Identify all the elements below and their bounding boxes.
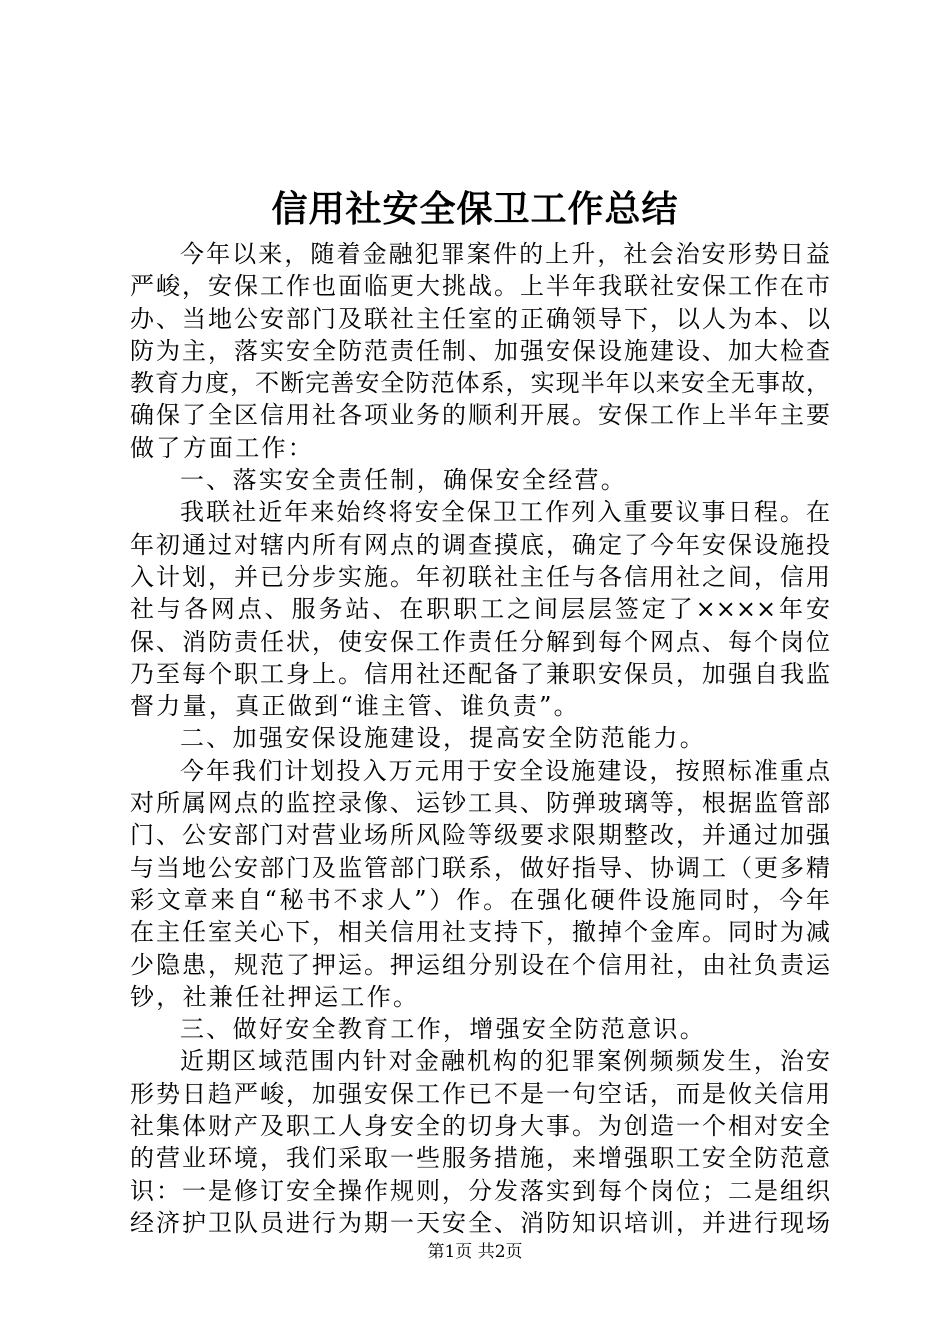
text-line: 近期区域范围内针对金融机构的犯罪案例频频发生，治安 [180, 1047, 830, 1076]
text-line: 社集体财产及职工人身安全的切身大事。为创造一个相对安全 [130, 1112, 830, 1141]
text-line: 今年我们计划投入万元用于安全设施建设，按照标准重点 [180, 756, 830, 785]
text-line: 乃至每个职工身上。信用社还配备了兼职安保员，加强自我监 [130, 659, 830, 688]
text-line: 少隐患，规范了押运。押运组分别设在个信用社，由社负责运 [130, 950, 830, 979]
text-line: 年初通过对辖内所有网点的调查摸底，确定了今年安保设施投 [130, 530, 830, 559]
text-line: 门、公安部门对营业场所风险等级要求限期整改，并通过加强 [130, 821, 830, 850]
text-line: 我联社近年来始终将安全保卫工作列入重要议事日程。在 [180, 498, 830, 527]
text-line: 防为主，落实安全防范责任制、加强安保设施建设、加大检查 [130, 336, 830, 365]
text-line: 与当地公安部门及监管部门联系，做好指导、协调工（更多精 [130, 853, 830, 882]
text-line: 今年以来，随着金融犯罪案件的上升，社会治安形势日益 [180, 240, 830, 268]
text-line: 经济护卫队员进行为期一天安全、消防知识培训，并进行现场 [130, 1208, 830, 1237]
page-footer: 第1页 共2页 [427, 1242, 523, 1262]
text-line: 三、做好安全教育工作，增强安全防范意识。 [180, 1015, 706, 1044]
text-line: 确保了全区信用社各项业务的顺利开展。安保工作上半年主要 [130, 401, 830, 430]
text-line: 的营业环境，我们采取一些服务措施，来增强职工安全防范意 [130, 1144, 830, 1173]
text-line: 二、加强安保设施建设，提高安全防范能力。 [180, 724, 706, 753]
text-line: 对所属网点的监控录像、运钞工具、防弹玻璃等，根据监管部 [130, 789, 830, 818]
text-line: 社与各网点、服务站、在职职工之间层层签定了××××年安 [130, 595, 830, 624]
text-line: 严峻，安保工作也面临更大挑战。上半年我联社安保工作在市 [130, 272, 830, 301]
text-line: 教育力度，不断完善安全防范体系，实现半年以来安全无事故， [130, 369, 830, 398]
text-line: 在主任室关心下，相关信用社支持下，撤掉个金库。同时为减 [130, 918, 830, 947]
text-line: 做了方面工作： [130, 433, 315, 462]
text-line: 彩文章来自“秘书不求人”）作。在强化硬件设施同时，今年 [130, 885, 830, 914]
text-line: 识：一是修订安全操作规则，分发落实到每个岗位；二是组织 [130, 1176, 830, 1205]
text-line: 形势日趋严峻，加强安保工作已不是一句空话，而是攸关信用 [130, 1079, 830, 1108]
text-line: 一、落实安全责任制，确保安全经营。 [180, 466, 628, 495]
document-title: 信用社安全保卫工作总结 [271, 188, 679, 230]
document-body [130, 238, 830, 1239]
text-line: 督力量，真正做到“谁主管、谁负责”。 [130, 692, 580, 721]
text-line: 钞，社兼任社押运工作。 [130, 982, 420, 1011]
text-line: 办、当地公安部门及联社主任室的正确领导下，以人为本、以 [130, 304, 830, 333]
text-line: 保、消防责任状，使安保工作责任分解到每个网点、每个岗位 [130, 627, 830, 656]
text-line: 入计划，并已分步实施。年初联社主任与各信用社之间，信用 [130, 562, 830, 591]
